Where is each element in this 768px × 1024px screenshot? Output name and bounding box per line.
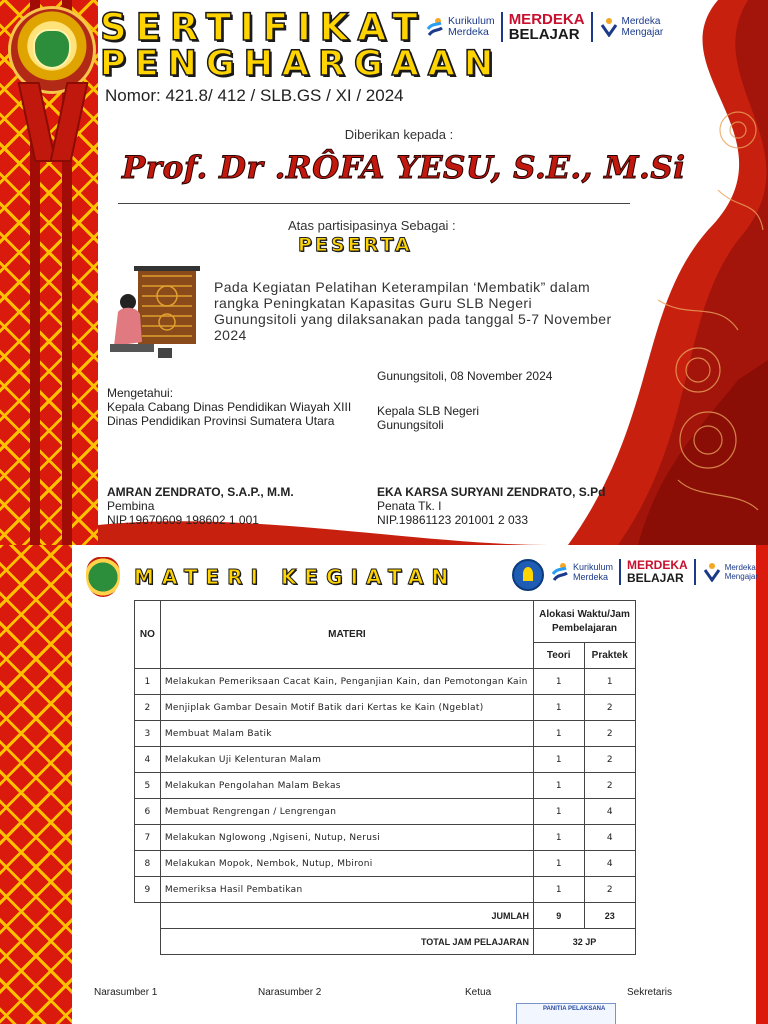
total-label: TOTAL JAM PELAJARAN xyxy=(160,929,533,955)
divider xyxy=(501,12,503,42)
header-teori: Teori xyxy=(533,643,584,669)
certificate-number: Nomor: 421.8/ 412 / SLB.GS / XI / 2024 xyxy=(105,86,404,105)
row-number: 4 xyxy=(135,747,161,773)
row-praktek: 2 xyxy=(584,773,636,799)
divider xyxy=(591,12,593,42)
mengajar-line2: Mengajar xyxy=(621,27,664,38)
merdeka-mengajar-icon xyxy=(702,562,722,582)
mengajar-line1: Merdeka xyxy=(724,563,756,572)
row-materi: Melakukan Nglowong ,Ngiseni, Nutup, Nerusi xyxy=(160,825,533,851)
right-signer-position: Kepala SLB Negeri xyxy=(377,404,480,418)
jumlah-teori: 9 xyxy=(533,903,584,929)
kurikulum-merdeka-logo xyxy=(550,562,613,582)
row-number: 3 xyxy=(135,721,161,747)
table-row xyxy=(135,773,636,799)
committee-stamp xyxy=(516,1003,616,1024)
row-praktek: 2 xyxy=(584,695,636,721)
kurikulum-merdeka-icon xyxy=(425,17,445,37)
row-materi: Membuat Rengrengan / Lengrengan xyxy=(160,799,533,825)
row-praktek: 2 xyxy=(584,721,636,747)
row-materi: Menjiplak Gambar Desain Motif Batik dari Kertas ke Kain (Ngeblat) xyxy=(160,695,533,721)
row-number: 8 xyxy=(135,851,161,877)
acknowledged-label: Mengetahui: xyxy=(107,386,174,400)
place-date: Gunungsitoli, 08 November 2024 xyxy=(377,369,553,383)
merdeka-belajar-line2: BELAJAR xyxy=(627,571,684,585)
total-row xyxy=(135,929,636,955)
row-teori: 1 xyxy=(533,799,584,825)
left-signer-name: AMRAN ZENDRATO, S.A.P., M.M. xyxy=(107,485,294,499)
left-signer-identity xyxy=(107,485,294,527)
header-alokasi: Alokasi Waktu/Jam Pembelajaran xyxy=(533,601,635,643)
row-teori: 1 xyxy=(533,695,584,721)
row-materi: Membuat Malam Batik xyxy=(160,721,533,747)
right-signer-nip: NIP.19861123 201001 2 033 xyxy=(377,513,529,527)
row-praktek: 2 xyxy=(584,747,636,773)
row-teori: 1 xyxy=(533,877,584,903)
merdeka-mengajar-logo xyxy=(599,16,664,38)
red-border-right xyxy=(756,545,768,1024)
merdeka-belajar-line1: MERDEKA xyxy=(627,558,688,572)
table-row xyxy=(135,799,636,825)
recipient-name: Prof. Dr .RÔFA YESU, S.E., M.Si xyxy=(122,150,686,186)
row-number: 1 xyxy=(135,669,161,695)
right-signer-block xyxy=(377,404,479,432)
row-praktek: 4 xyxy=(584,851,636,877)
header-praktek: Praktek xyxy=(584,643,636,669)
jumlah-label: JUMLAH xyxy=(160,903,533,929)
row-praktek: 2 xyxy=(584,877,636,903)
table-row xyxy=(135,877,636,903)
table-row xyxy=(135,747,636,773)
province-emblem-icon xyxy=(33,29,71,69)
row-teori: 1 xyxy=(533,773,584,799)
row-materi: Memeriksa Hasil Pembatikan xyxy=(160,877,533,903)
row-number: 5 xyxy=(135,773,161,799)
stamp-text: PANITIA PELAKSANA xyxy=(543,1006,606,1012)
row-materi: Melakukan Pengolahan Malam Bekas xyxy=(160,773,533,799)
total-value: 32 JP xyxy=(533,929,635,955)
ketua-label: Ketua xyxy=(465,987,492,998)
right-signer-identity xyxy=(377,485,605,527)
row-praktek: 4 xyxy=(584,825,636,851)
row-number: 7 xyxy=(135,825,161,851)
table-row xyxy=(135,695,636,721)
row-teori: 1 xyxy=(533,669,584,695)
kurikulum-merdeka-logo xyxy=(425,16,495,38)
jumlah-praktek: 23 xyxy=(584,903,636,929)
kurikulum-text: Kurikulum xyxy=(573,562,614,572)
award-medal xyxy=(8,6,96,94)
table-row xyxy=(135,825,636,851)
row-materi: Melakukan Mopok, Nembok, Nutup, Mbironi xyxy=(160,851,533,877)
tribal-border-left xyxy=(0,545,72,1024)
empty-cell xyxy=(135,929,161,955)
row-materi: Melakukan Uji Kelenturan Malam xyxy=(160,747,533,773)
row-teori: 1 xyxy=(533,825,584,851)
batik-artisan-illustration xyxy=(108,262,212,362)
merdeka-belajar-line2: BELAJAR xyxy=(508,26,580,43)
divider xyxy=(619,559,621,585)
name-underline xyxy=(118,203,630,204)
materi-title: MATERI KEGIATAN xyxy=(134,565,457,589)
merdeka-mengajar-icon xyxy=(599,17,619,37)
certificate-subtitle: PENGHARGAAN xyxy=(100,44,503,84)
sekretaris-label: Sekretaris xyxy=(627,987,673,998)
left-signer-rank: Pembina xyxy=(107,499,155,513)
merdeka-mengajar-logo xyxy=(702,562,758,582)
divider xyxy=(694,559,696,585)
narasumber2-label: Narasumber 2 xyxy=(258,987,322,998)
merdeka-text: Merdeka xyxy=(448,26,489,38)
province-emblem-icon xyxy=(86,557,120,597)
kurikulum-text: Kurikulum xyxy=(448,15,495,27)
participant-role: PESERTA xyxy=(298,234,413,256)
tut-wuri-handayani-icon xyxy=(512,559,544,591)
row-number: 2 xyxy=(135,695,161,721)
kurikulum-merdeka-icon xyxy=(550,562,570,582)
right-signer-office: Gunungsitoli xyxy=(377,418,444,432)
row-materi: Melakukan Pemeriksaan Cacat Kain, Penganjian Kain, dan Pemotongan Kain xyxy=(160,669,533,695)
partner-logos xyxy=(550,559,758,585)
header-no: NO xyxy=(135,601,161,669)
row-number: 9 xyxy=(135,877,161,903)
empty-cell xyxy=(135,903,161,929)
table-row xyxy=(135,669,636,695)
row-number: 6 xyxy=(135,799,161,825)
left-signer-office: Dinas Pendidikan Provinsi Sumatera Utara xyxy=(107,414,335,428)
jumlah-row xyxy=(135,903,636,929)
merdeka-text: Merdeka xyxy=(573,572,609,582)
left-signer-nip: NIP.19670609 198602 1 001 xyxy=(107,513,259,527)
row-teori: 1 xyxy=(533,747,584,773)
merdeka-belajar-line1: MERDEKA xyxy=(508,11,585,28)
participation-label: Atas partisipasinya Sebagai : xyxy=(288,218,456,233)
row-praktek: 4 xyxy=(584,799,636,825)
mengajar-line1: Merdeka xyxy=(621,16,661,27)
materi-table xyxy=(134,600,636,955)
header-materi: MATERI xyxy=(160,601,533,669)
merdeka-belajar-logo xyxy=(627,559,688,585)
given-to-label: Diberikan kepada : xyxy=(344,127,454,142)
left-signer-position: Kepala Cabang Dinas Pendidikan Wiayah XIII xyxy=(107,400,352,414)
certificate-title: SERTIFIKAT xyxy=(100,6,427,49)
narasumber1-label: Narasumber 1 xyxy=(94,987,158,998)
materi-table-body xyxy=(135,669,636,903)
table-row xyxy=(135,851,636,877)
row-teori: 1 xyxy=(533,721,584,747)
partner-logos xyxy=(425,12,663,42)
right-signer-rank: Penata Tk. I xyxy=(377,499,442,513)
materi-page xyxy=(0,545,768,1024)
mengajar-line2: Mengajar xyxy=(724,572,759,581)
row-praktek: 1 xyxy=(584,669,636,695)
table-row xyxy=(135,721,636,747)
left-signer-block xyxy=(107,386,351,428)
merdeka-belajar-logo xyxy=(509,12,585,42)
activity-description: Pada Kegiatan Pelatihan Keterampilan ‘Membatik” dalam rangka Peningkatan Kapasitas Guru SLB Negeri Gunungsitoli yang dilaksanakan pada tanggal 5-7 November 2024 xyxy=(214,279,612,343)
right-signer-name: EKA KARSA SURYANI ZENDRATO, S.Pd xyxy=(377,485,606,499)
row-teori: 1 xyxy=(533,851,584,877)
